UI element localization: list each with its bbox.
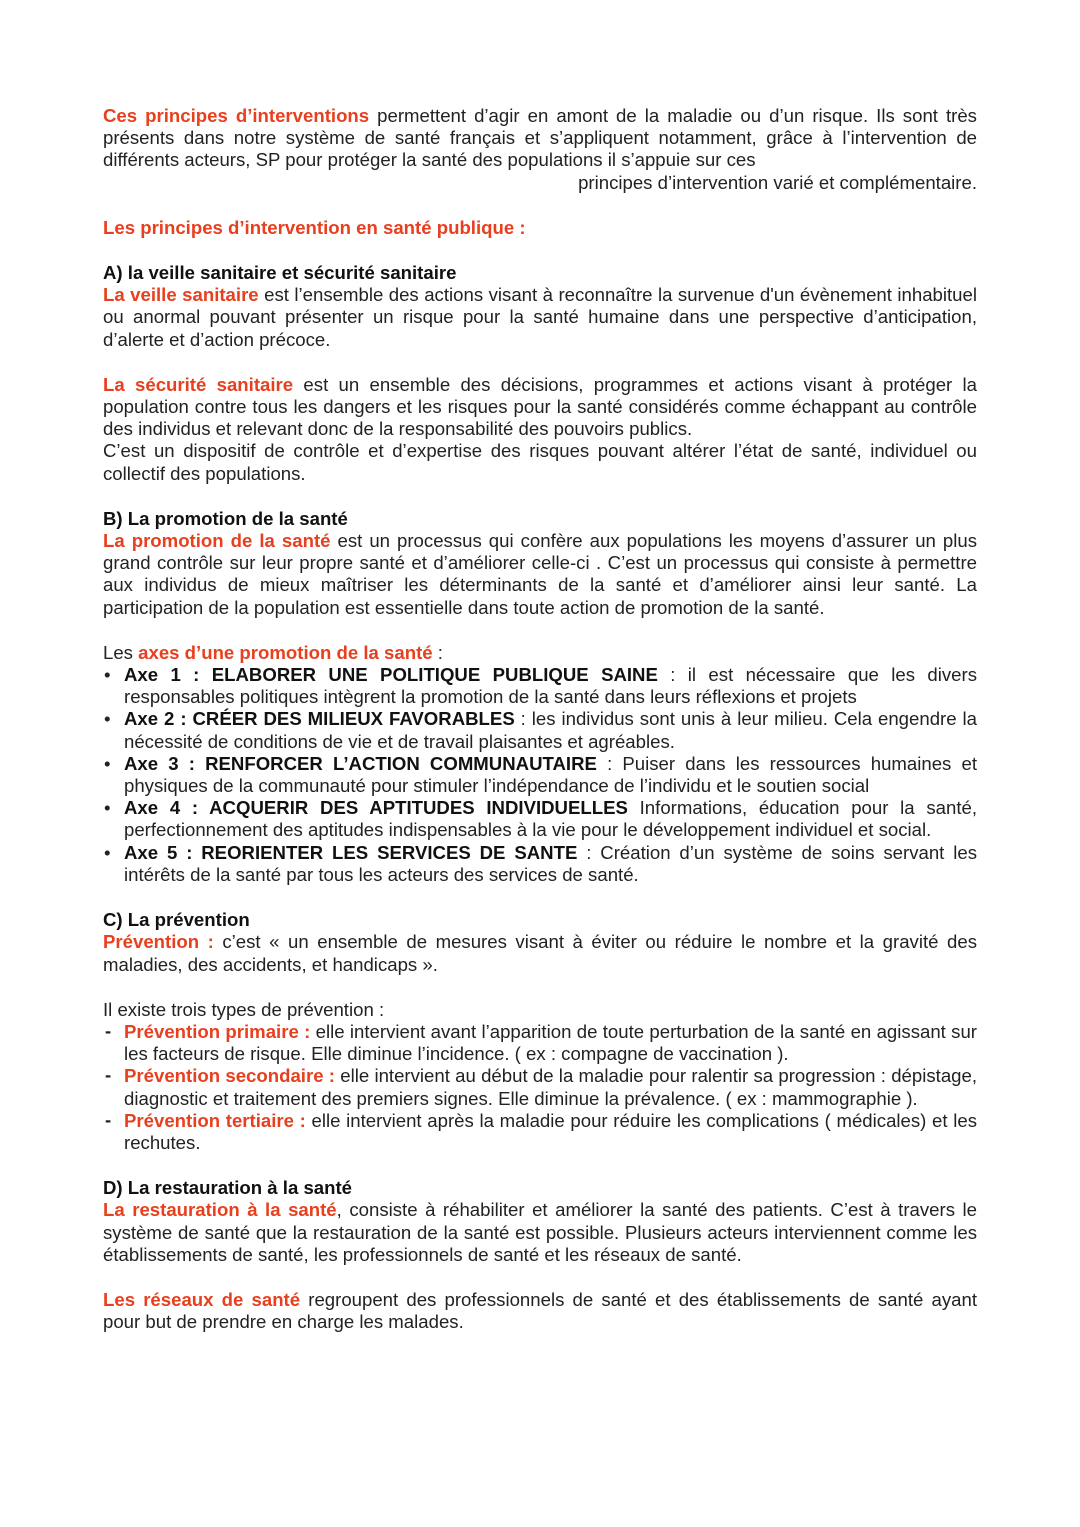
axe-text: : les individus sont unis à leur milieu. Cela engendre la nécessité de conditions de vie et de travail plaisantes et agréables. <box>124 708 977 752</box>
list-item <box>103 753 977 797</box>
axe-label: Axe 3 : RENFORCER L’ACTION COMMUNAUTAIRE <box>124 752 597 774</box>
prevention-types-list <box>103 1021 977 1154</box>
promotion-definition: est un processus qui confère aux populations les moyens d’assurer un plus grand contrôle sur leur propre santé et d’améliorer celle-ci . C’est un processus qui consiste à permettre aux individus de mieux maîtriser les déterminants de la santé et d’améliorer ainsi leur santé. La participation de la population est essentielle dans toute action de promotion de la santé. <box>103 530 978 618</box>
axes-intro-post: : <box>432 641 443 663</box>
axes-intro-pre: Les <box>103 641 139 663</box>
list-item <box>103 1110 977 1154</box>
section-a-paragraph-2 <box>103 374 977 441</box>
prevention-type-label: Prévention secondaire : <box>124 1065 335 1087</box>
section-a-paragraph-1 <box>103 284 977 351</box>
prevention-type-label: Prévention tertiaire : <box>124 1109 306 1131</box>
section-d-title: D) La restauration à la santé <box>103 1177 353 1199</box>
veille-term: La veille sanitaire <box>103 284 259 306</box>
axe-label: Axe 5 : REORIENTER LES SERVICES DE SANTE <box>124 841 578 863</box>
document-body <box>103 105 977 1333</box>
list-item <box>103 1021 977 1065</box>
prevention-type-label: Prévention primaire : <box>124 1020 311 1042</box>
list-item <box>103 797 977 841</box>
intro-paragraph <box>103 105 977 172</box>
prevention-definition <box>103 931 977 975</box>
securite-term: La sécurité sanitaire <box>103 373 294 395</box>
intro-last-line: principes d’intervention varié et complémentaire. <box>578 171 977 193</box>
prevention-type-text: elle intervient avant l’apparition de toute perturbation de la santé en agissant sur les facteurs de risque. Elle diminue l’incidence. ( ex : compagne de vaccination ). <box>124 1020 977 1065</box>
promotion-term: La promotion de la santé <box>103 530 331 552</box>
axes-intro <box>103 642 977 664</box>
restauration-term: La restauration à la santé <box>103 1199 337 1221</box>
axe-label: Axe 4 : ACQUERIR DES APTITUDES INDIVIDUELLES <box>124 797 628 819</box>
section-c-title: C) La prévention <box>103 909 250 931</box>
axes-intro-term: axes d’une promotion de la santé <box>138 641 433 663</box>
section-d-paragraph-2 <box>103 1289 977 1333</box>
securite-definition: est un ensemble des décisions, programmes et actions visant à protéger la population contre tous les dangers et les risques pour la santé considérés comme échappant au contrôle des individus et relevant donc de la responsabilité des pouvoirs publics. <box>103 373 978 440</box>
axe-text: : Puiser dans les ressources humaines et physiques de la communauté pour stimuler l’indépendance de l’individu et le soutien social <box>124 752 978 797</box>
section-b-paragraph-1 <box>103 530 977 619</box>
list-item <box>103 842 977 886</box>
axe-label: Axe 2 : CRÉER DES MILIEUX FAVORABLES <box>124 708 515 730</box>
main-heading: Les principes d’intervention en santé publique : <box>103 216 526 238</box>
list-item <box>103 664 977 708</box>
section-d-paragraph-1 <box>103 1199 977 1266</box>
prevention-text: c’est « un ensemble de mesures visant à éviter ou réduire le nombre et la gravité des maladies, des accidents, et handicaps ». <box>103 931 977 975</box>
prevention-term: Prévention : <box>103 931 214 953</box>
section-a-paragraph-3: C’est un dispositif de contrôle et d’expertise des risques pouvant altérer l’état de santé, individuel ou collectif des populations. <box>103 440 977 484</box>
section-a-title: A) la veille sanitaire et sécurité sanitaire <box>103 262 457 284</box>
axe-label: Axe 1 : ELABORER UNE POLITIQUE PUBLIQUE SAINE <box>124 664 658 686</box>
axes-list <box>103 664 977 886</box>
prevention-type-text: elle intervient au début de la maladie pour ralentir sa progression : dépistage, diagnostic et traitement des premiers signes. Elle diminue la prévalence. ( ex : mammographie ). <box>124 1065 978 1109</box>
axe-text: Informations, éducation pour la santé, perfectionnement des aptitudes indispensables à la vie pour le développement individuel et social. <box>124 797 977 841</box>
list-item <box>103 1065 977 1109</box>
reseaux-term: Les réseaux de santé <box>103 1288 301 1310</box>
list-item <box>103 708 977 752</box>
reseaux-definition: regroupent des professionnels de santé et des établissements de santé ayant pour but de prendre en charge les malades. <box>103 1288 977 1333</box>
veille-definition: est l’ensemble des actions visant à reconnaître la survenue d'un évènement inhabituel ou anormal pouvant présenter un risque pour la santé humaine dans une perspective d’anticipation, d’alerte et d’action précoce. <box>103 284 977 350</box>
intro-text: permettent d’agir en amont de la maladie ou d’un risque. Ils sont très présents dans notre système de santé français et s’appliquent notamment, grâce à l’intervention de différents acteurs, SP pour protéger la santé des populations il s’appuie sur ces <box>103 105 977 171</box>
axe-text: : il est nécessaire que les divers responsables politiques intègrent la promotion de la santé dans leurs réflexions et projets <box>124 664 977 708</box>
prevention-type-text: elle intervient après la maladie pour réduire les complications ( médicales) et les rechutes. <box>124 1109 977 1153</box>
prevention-types-intro: Il existe trois types de prévention : <box>103 998 385 1020</box>
restauration-definition: , consiste à réhabiliter et améliorer la santé des patients. C’est à travers le système de santé que la restauration de la santé est possible. Plusieurs acteurs interviennent comme les établissements de santé, les professionnels de santé et les réseaux de santé. <box>103 1199 977 1265</box>
axe-text: : Création d’un système de soins servant les intérêts de la santé par tous les acteurs des services de santé. <box>124 841 977 885</box>
intro-lead: Ces principes d’interventions <box>103 105 370 126</box>
section-b-title: B) La promotion de la santé <box>103 507 348 529</box>
